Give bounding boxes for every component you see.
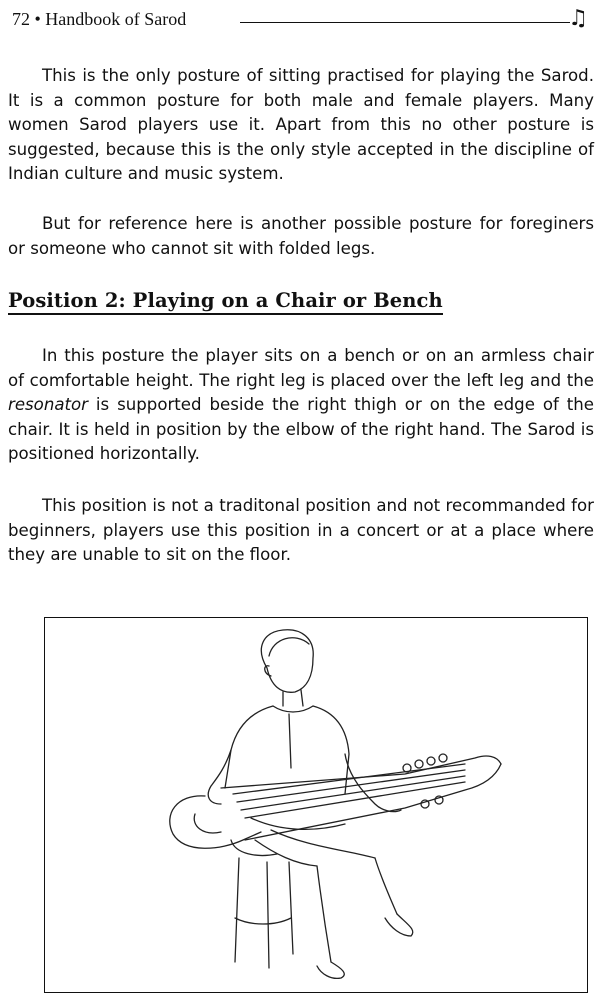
peg-3 [427,757,435,765]
left-arm [208,750,231,804]
running-head: 72 • Handbook of Sarod [12,9,187,29]
page-header [12,8,592,34]
sarod-bowl-inner [194,814,221,833]
collar [273,706,313,712]
p3-text-start: In this posture the player sits on a bench or on an armless chair of comfortable height. The right leg is placed over the left leg and the [8,346,594,390]
stool-ring [235,918,291,924]
stool-leg-2 [267,862,269,968]
p3-italic-term: resonator [8,395,88,414]
sarod-player-drawing [45,618,589,994]
paragraph-not-traditional: This position is not a traditonal position and not recommanded for beginners, players use this position in a concert or at a place where they are unable to sit on the floor. [8,496,594,564]
peg-4 [439,754,447,762]
peg-1 [403,764,411,772]
paragraph-chair-posture [8,344,594,467]
left-thigh [255,840,317,866]
kurta-hem [251,818,345,829]
right-thigh [271,830,375,858]
paragraph-sitting-posture: This is the only posture of sitting practised for playing the Sarod. It is a common posture for both male and female players. Many women Sarod players use it. Apart from this no other posture is suggested, because this is the only style accepted in the discipline of Indian culture and music system. [8,66,594,183]
left-shoulder [225,706,273,788]
left-shin [317,866,331,962]
p3-text-end: is supported beside the right thigh or on the edge of the chair. It is held in position by the elbow of the right hand. The Sarod is positioned horizontally. [8,395,594,463]
header-rule [240,22,570,23]
section-heading: Position 2: Playing on a Chair or Bench [8,289,443,315]
paragraph-reference-posture: But for reference here is another possible posture for foreginers or someone who cannot sit with folded legs. [8,214,594,258]
kurta-front [289,714,291,768]
right-foot [385,914,413,936]
right-shin [375,858,397,914]
left-foot [317,962,344,978]
stool-leg-3 [289,862,293,954]
head-outline [261,630,313,693]
music-note-icon: ♫ [568,6,588,31]
figure-illustration [44,617,588,993]
stool-leg-1 [235,858,239,962]
sarod-strings [233,764,465,818]
hair [269,638,309,656]
peg-2 [415,760,423,768]
peg-5 [421,800,429,808]
